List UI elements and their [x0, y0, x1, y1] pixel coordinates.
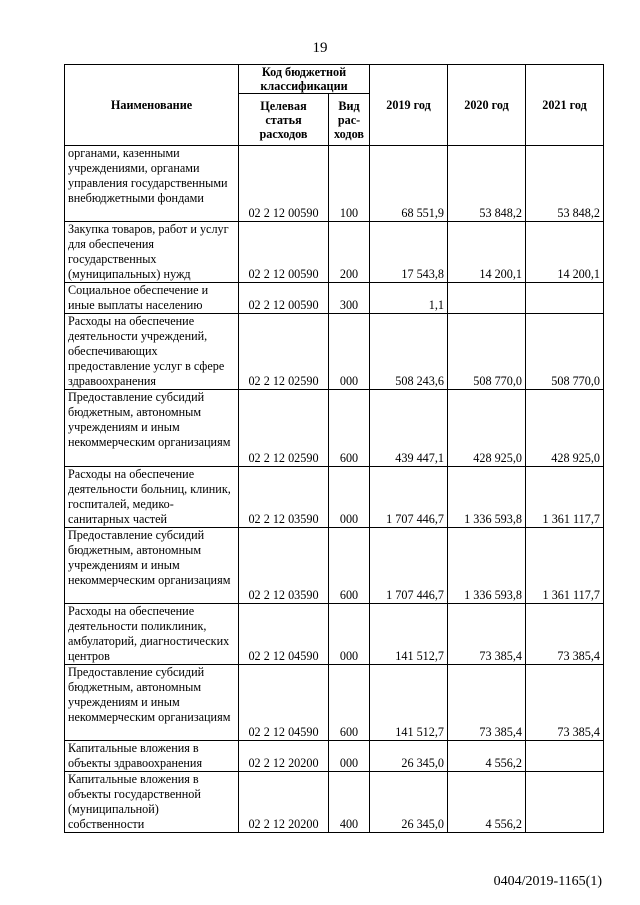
cell-2020: 4 556,2 [448, 741, 526, 772]
cell-code: 02 2 12 20200 [239, 772, 329, 833]
table-row [65, 467, 604, 528]
cell-2019: 17 543,8 [370, 222, 448, 283]
cell-2019: 508 243,6 [370, 314, 448, 390]
cell-2019: 141 512,7 [370, 665, 448, 741]
cell-name: органами, казенными учреждениями, органами управления государственными внебюджетными фондами [65, 146, 239, 222]
cell-code: 02 2 12 02590 [239, 390, 329, 467]
cell-code: 02 2 12 00590 [239, 146, 329, 222]
page-number: 19 [312, 40, 328, 56]
table-row [65, 222, 604, 283]
cell-name: Расходы на обеспечение деятельности поликлиник, амбулаторий, диагностических центров [65, 604, 239, 665]
cell-vid: 600 [329, 390, 370, 467]
cell-vid: 600 [329, 665, 370, 741]
cell-vid: 400 [329, 772, 370, 833]
header-code-group: Код бюджетной классификации [239, 65, 370, 94]
table-row [65, 741, 604, 772]
cell-2020 [448, 283, 526, 314]
cell-2021: 14 200,1 [526, 222, 604, 283]
table-row [65, 283, 604, 314]
cell-name: Расходы на обеспечение деятельности больниц, клиник, госпиталей, медико-санитарных частей [65, 467, 239, 528]
cell-name: Предоставление субсидий бюджетным, автономным учреждениям и иным некоммерческим организациям [65, 528, 239, 604]
cell-vid: 000 [329, 604, 370, 665]
header-2019: 2019 год [370, 65, 448, 146]
cell-2020: 1 336 593,8 [448, 467, 526, 528]
cell-vid: 100 [329, 146, 370, 222]
cell-2019: 439 447,1 [370, 390, 448, 467]
table-row [65, 772, 604, 833]
cell-name: Расходы на обеспечение деятельности учреждений, обеспечивающих предоставление услуг в сфере здравоохранения [65, 314, 239, 390]
header-2020: 2020 год [448, 65, 526, 146]
cell-2019: 68 551,9 [370, 146, 448, 222]
table-row [65, 314, 604, 390]
cell-2021: 1 361 117,7 [526, 467, 604, 528]
header-target: Целевая статья расходов [239, 94, 329, 146]
cell-vid: 000 [329, 314, 370, 390]
cell-name: Капитальные вложения в объекты государственной (муниципальной) собственности [65, 772, 239, 833]
cell-2020: 508 770,0 [448, 314, 526, 390]
cell-vid: 000 [329, 741, 370, 772]
cell-2019: 1 707 446,7 [370, 467, 448, 528]
budget-table [64, 64, 604, 833]
cell-code: 02 2 12 02590 [239, 314, 329, 390]
document-code: 0404/2019-1165(1) [493, 874, 602, 889]
cell-2019: 1 707 446,7 [370, 528, 448, 604]
cell-2021 [526, 283, 604, 314]
cell-2019: 26 345,0 [370, 741, 448, 772]
cell-2020: 1 336 593,8 [448, 528, 526, 604]
cell-2021: 428 925,0 [526, 390, 604, 467]
cell-2020: 73 385,4 [448, 665, 526, 741]
cell-vid: 600 [329, 528, 370, 604]
cell-code: 02 2 12 04590 [239, 665, 329, 741]
header-2021: 2021 год [526, 65, 604, 146]
cell-name: Закупка товаров, работ и услуг для обеспечения государственных (муниципальных) нужд [65, 222, 239, 283]
cell-code: 02 2 12 20200 [239, 741, 329, 772]
cell-name: Предоставление субсидий бюджетным, автономным учреждениям и иным некоммерческим организациям [65, 665, 239, 741]
cell-2021: 1 361 117,7 [526, 528, 604, 604]
cell-2020: 53 848,2 [448, 146, 526, 222]
cell-vid: 200 [329, 222, 370, 283]
cell-2021: 53 848,2 [526, 146, 604, 222]
cell-code: 02 2 12 03590 [239, 467, 329, 528]
cell-2020: 14 200,1 [448, 222, 526, 283]
cell-2020: 4 556,2 [448, 772, 526, 833]
cell-name: Предоставление субсидий бюджетным, автономным учреждениям и иным некоммерческим организациям [65, 390, 239, 467]
cell-2021 [526, 741, 604, 772]
table-row [65, 604, 604, 665]
cell-2019: 26 345,0 [370, 772, 448, 833]
cell-2020: 428 925,0 [448, 390, 526, 467]
cell-vid: 300 [329, 283, 370, 314]
cell-2020: 73 385,4 [448, 604, 526, 665]
cell-2021: 73 385,4 [526, 604, 604, 665]
cell-name: Социальное обеспечение и иные выплаты населению [65, 283, 239, 314]
cell-vid: 000 [329, 467, 370, 528]
table-row [65, 146, 604, 222]
table-row [65, 528, 604, 604]
cell-2021: 73 385,4 [526, 665, 604, 741]
header-vid: Вид рас-ходов [329, 94, 370, 146]
cell-code: 02 2 12 00590 [239, 222, 329, 283]
table-row [65, 665, 604, 741]
cell-name: Капитальные вложения в объекты здравоохранения [65, 741, 239, 772]
cell-code: 02 2 12 00590 [239, 283, 329, 314]
cell-2021: 508 770,0 [526, 314, 604, 390]
cell-2021 [526, 772, 604, 833]
cell-code: 02 2 12 04590 [239, 604, 329, 665]
cell-code: 02 2 12 03590 [239, 528, 329, 604]
cell-2019: 141 512,7 [370, 604, 448, 665]
table-row [65, 390, 604, 467]
header-name: Наименование [65, 65, 239, 146]
cell-2019: 1,1 [370, 283, 448, 314]
